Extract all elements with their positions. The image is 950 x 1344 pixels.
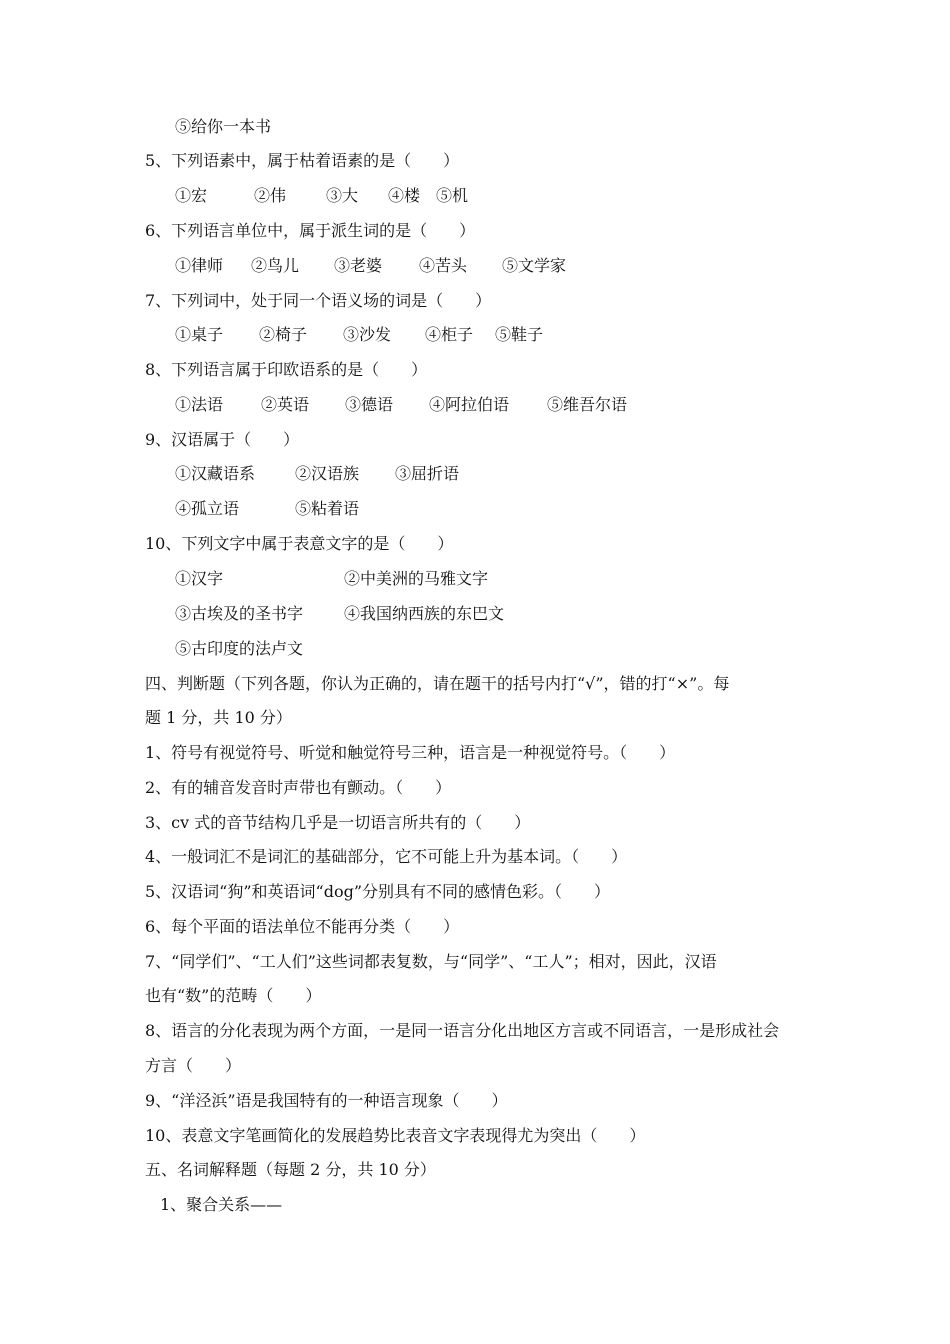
text-line: 8、语言的分化表现为两个方面，一是同一语言分化出地区方言或不同语言，一是形成社会 bbox=[145, 1021, 780, 1040]
option-item: ③德语 bbox=[345, 395, 394, 414]
option-row bbox=[175, 604, 524, 624]
option-item: ④孤立语 bbox=[175, 499, 240, 518]
option-item: ①汉藏语系 bbox=[175, 464, 256, 483]
option-item: ②伟 bbox=[254, 186, 287, 205]
text-line: 6、每个平面的语法单位不能再分类（ ） bbox=[145, 917, 460, 936]
option-item: ⑤机 bbox=[436, 186, 469, 205]
text-line: 7、“同学们”、“工人们”这些词都表复数，与“同学”、“工人”；相对，因此，汉语 bbox=[145, 952, 717, 971]
text-line: 方言（ ） bbox=[145, 1056, 242, 1075]
option-item: ③大 bbox=[326, 186, 359, 205]
text-line: 7、下列词中，处于同一个语义场的词是（ ） bbox=[145, 291, 492, 310]
option-item: ①汉字 bbox=[175, 569, 224, 588]
option-row bbox=[175, 325, 565, 345]
text-line: 五、名词解释题（每题 2 分，共 10 分） bbox=[145, 1160, 436, 1179]
text-line: 3、cv 式的音节结构几乎是一切语言所共有的（ ） bbox=[145, 813, 531, 832]
option-item: ②椅子 bbox=[259, 325, 308, 344]
option-item: ④柜子 bbox=[425, 325, 474, 344]
text-line: ⑤古印度的法卢文 bbox=[175, 639, 304, 658]
option-item: ⑤维吾尔语 bbox=[547, 395, 628, 414]
option-item: ③古埃及的圣书字 bbox=[175, 604, 304, 623]
option-item: ④我国纳西族的东巴文 bbox=[344, 604, 505, 623]
option-row bbox=[175, 464, 495, 484]
option-row bbox=[175, 499, 395, 519]
text-line: 6、下列语言单位中，属于派生词的是（ ） bbox=[145, 221, 476, 240]
option-row bbox=[175, 186, 496, 206]
text-line: 9、“洋泾浜”语是我国特有的一种语言现象（ ） bbox=[145, 1091, 508, 1110]
option-row bbox=[175, 569, 514, 589]
option-row bbox=[175, 256, 602, 276]
text-line: 4、一般词汇不是词汇的基础部分，它不可能上升为基本词。（ ） bbox=[145, 847, 628, 866]
option-item: ⑤粘着语 bbox=[295, 499, 360, 518]
option-item: ④阿拉伯语 bbox=[429, 395, 510, 414]
option-item: ①律师 bbox=[175, 256, 224, 275]
text-line: 2、有的辅音发音时声带也有颤动。（ ） bbox=[145, 778, 452, 797]
option-item: ③沙发 bbox=[343, 325, 392, 344]
option-item: ②中美洲的马雅文字 bbox=[344, 569, 489, 588]
text-line: ⑤给你一本书 bbox=[175, 117, 272, 136]
text-line: 5、下列语素中，属于枯着语素的是（ ） bbox=[145, 151, 460, 170]
option-item: ③屈折语 bbox=[395, 464, 460, 483]
text-line: 题 1 分，共 10 分） bbox=[145, 708, 292, 727]
text-line: 10、表意文字笔画简化的发展趋势比表音文字表现得尤为突出（ ） bbox=[145, 1126, 646, 1145]
option-item: ④楼 bbox=[388, 186, 421, 205]
option-item: ③老婆 bbox=[334, 256, 383, 275]
option-item: ①宏 bbox=[175, 186, 208, 205]
text-line: 1、符号有视觉符号、听觉和触觉符号三种，语言是一种视觉符号。（ ） bbox=[145, 743, 676, 762]
option-item: ②英语 bbox=[261, 395, 310, 414]
text-line: 四、判断题（下列各题，你认为正确的，请在题干的括号内打“√”，错的打“×”。每 bbox=[145, 674, 730, 693]
option-item: ④苦头 bbox=[419, 256, 468, 275]
text-line: 10、下列文字中属于表意文字的是（ ） bbox=[145, 534, 454, 553]
text-line: 9、汉语属于（ ） bbox=[145, 430, 300, 449]
text-line: 8、下列语言属于印欧语系的是（ ） bbox=[145, 360, 428, 379]
option-item: ②鸟儿 bbox=[251, 256, 300, 275]
text-line: 5、汉语词“狗”和英语词“dog”分别具有不同的感情色彩。（ ） bbox=[145, 882, 611, 901]
option-item: ⑤鞋子 bbox=[495, 325, 544, 344]
option-item: ⑤文学家 bbox=[502, 256, 567, 275]
option-row bbox=[175, 395, 657, 415]
option-item: ①法语 bbox=[175, 395, 224, 414]
option-item: ①桌子 bbox=[175, 325, 224, 344]
option-item: ②汉语族 bbox=[295, 464, 360, 483]
text-line: 1、聚合关系—— bbox=[160, 1195, 283, 1214]
text-line: 也有“数”的范畴（ ） bbox=[145, 986, 322, 1005]
